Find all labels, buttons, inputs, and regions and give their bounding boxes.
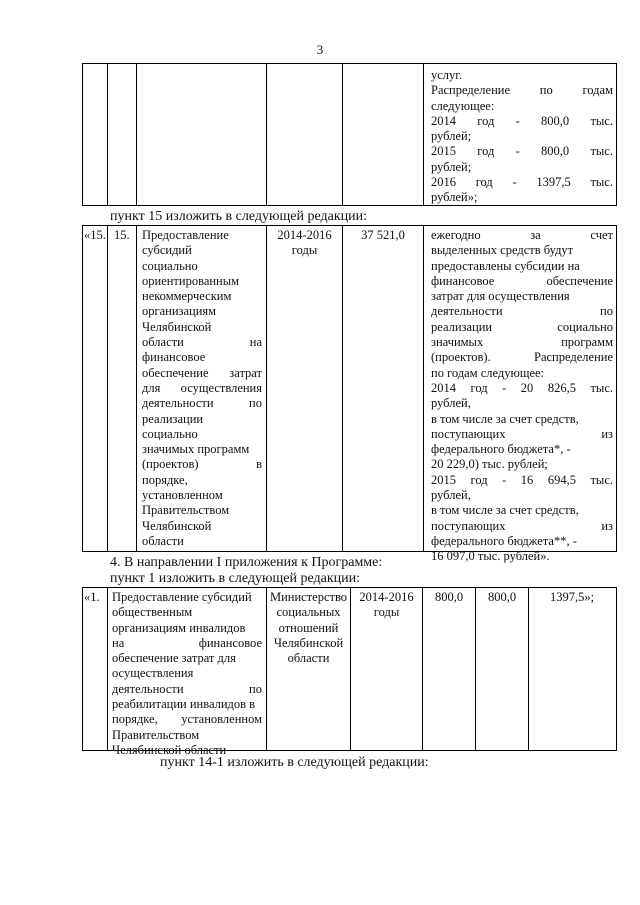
text-line: отношений	[278, 620, 339, 635]
text-line: в том числе за счет средств,	[431, 503, 579, 518]
word: 1397,5	[536, 175, 571, 190]
word: (проектов).	[431, 350, 491, 365]
word: из	[601, 518, 613, 533]
text-line: федерального бюджета*, -	[431, 442, 571, 457]
text-line: 20 229,0) тыс. рублей;	[431, 457, 548, 472]
period-years: 2014-2016	[359, 590, 414, 604]
word: 2015	[431, 144, 456, 159]
text-line: Министерство	[269, 590, 348, 604]
text-line	[431, 320, 613, 335]
text-line	[431, 83, 613, 98]
word: -	[512, 175, 517, 190]
text-line: следующее:	[431, 98, 495, 113]
word: тыс.	[590, 472, 613, 487]
text-line: предоставлены субсидии на	[431, 258, 580, 273]
word: программ	[561, 335, 613, 350]
word: деятельности	[112, 681, 184, 696]
word: осуществления	[180, 380, 262, 395]
word: 800,0	[541, 144, 570, 159]
text-line: значимых программ	[142, 442, 250, 457]
amount-cell: 37 521,0	[361, 228, 405, 242]
word: для	[142, 380, 161, 395]
word: по	[249, 396, 262, 411]
item-number-cell: 15.	[114, 228, 130, 242]
text-line	[431, 473, 613, 488]
text-line: порядке,	[142, 472, 188, 487]
text-line: осуществления	[112, 666, 194, 681]
word: год	[477, 113, 495, 128]
word: год	[470, 380, 488, 395]
text-line	[142, 396, 262, 411]
word: год	[477, 144, 495, 159]
text-line	[431, 228, 613, 243]
continuation-table	[82, 63, 617, 206]
text-line: рублей,	[431, 488, 471, 503]
text-line	[431, 114, 613, 129]
executor-cell	[267, 590, 350, 666]
text-line	[431, 427, 613, 442]
word: тыс.	[590, 175, 613, 190]
text-line: некоммерческим	[142, 289, 232, 304]
point-1-table	[82, 587, 617, 757]
word: Распределение	[431, 83, 510, 98]
text-line: рублей;	[431, 159, 472, 174]
text-line	[142, 366, 262, 381]
word: значимых	[431, 335, 484, 350]
text-line: выделенных средств будут	[431, 243, 574, 258]
page-number: 3	[316, 42, 324, 57]
instruction-point-15: пункт 15 изложить в следующей редакции:	[110, 209, 367, 224]
value-2015-cell: 800,0	[487, 590, 517, 604]
word: области	[142, 335, 184, 350]
word: на	[112, 635, 125, 650]
word: по	[600, 304, 613, 319]
word: за	[530, 228, 541, 242]
word: -	[502, 380, 507, 395]
word: из	[601, 426, 613, 441]
text-line: социальных	[276, 605, 341, 620]
row-number-cell: «1.	[84, 590, 100, 604]
word: -	[515, 144, 520, 159]
text-line: 16 097,0 тыс. рублей».	[431, 549, 550, 564]
word: деятельности	[431, 304, 503, 319]
text-line: субсидий	[142, 243, 192, 258]
text-line	[112, 712, 262, 727]
word: Распределение	[534, 350, 613, 365]
word: -	[515, 113, 520, 128]
word: 2014	[431, 113, 456, 128]
section-4-heading: 4. В направлении I приложения к Программе:	[110, 555, 383, 570]
word: (проектов)	[142, 457, 199, 472]
word: тыс.	[590, 113, 613, 128]
text-line: ориентированным	[142, 273, 240, 288]
text-line: рублей,	[431, 396, 471, 411]
text-line: установленном	[142, 488, 223, 503]
text-line: Правительством	[112, 727, 200, 742]
word: год	[475, 175, 493, 190]
text-line: затрат для осуществления	[431, 289, 570, 304]
word: в	[256, 457, 262, 472]
text-line: общественным	[112, 605, 193, 620]
value-2014-cell: 800,0	[434, 590, 464, 604]
word: по	[249, 681, 262, 696]
word: поступающих	[431, 426, 506, 441]
period-years: 2014-2016	[277, 228, 332, 242]
word: 20	[520, 380, 534, 395]
text-line	[431, 350, 613, 365]
word: 800,0	[541, 113, 570, 128]
text-line: обеспечение затрат для	[112, 651, 236, 666]
instruction-point-1: пункт 1 изложить в следующей редакции:	[110, 571, 360, 586]
word: затрат	[229, 365, 262, 380]
word: обеспечение	[142, 365, 209, 380]
period-label: годы	[291, 243, 318, 258]
word: обеспечение	[546, 273, 613, 288]
text-line	[142, 457, 262, 472]
text-line: Предоставление субсидий	[112, 590, 252, 604]
text-line	[431, 274, 613, 289]
word: 2014	[431, 380, 456, 395]
text-line: области	[142, 533, 184, 548]
text-line: Челябинской	[142, 518, 212, 533]
word: порядке,	[112, 712, 158, 727]
word: 2015	[431, 472, 456, 487]
value-2016-cell: 1397,5»;	[549, 590, 595, 604]
text-line: услуг.	[431, 68, 463, 82]
period-label: годы	[373, 605, 400, 620]
text-line	[431, 519, 613, 534]
word: 16	[520, 472, 534, 487]
word: годам	[582, 83, 613, 98]
row-number-cell: «15.	[84, 228, 106, 242]
text-line: федерального бюджета**, -	[431, 533, 577, 548]
note-cell	[431, 228, 613, 565]
word: 2016	[431, 175, 456, 190]
text-line: Правительством	[142, 503, 230, 518]
text-line: в том числе за счет средств,	[431, 411, 579, 426]
word: установленном	[181, 712, 262, 727]
word: ежегодно	[431, 228, 481, 242]
text-line: рублей»;	[431, 190, 478, 205]
word: -	[502, 472, 507, 487]
text-line	[142, 381, 262, 396]
continuation-note-cell	[431, 68, 613, 206]
word: социально	[557, 319, 613, 334]
word: по	[539, 83, 553, 98]
text-line	[112, 636, 262, 651]
text-line	[431, 335, 613, 350]
text-line: реализации	[142, 411, 204, 426]
text-line: реабилитации инвалидов в	[112, 697, 256, 712]
word: финансовое	[198, 635, 262, 650]
text-line: Челябинской	[273, 635, 344, 650]
instruction-point-14-1: пункт 14-1 изложить в следующей редакции:	[160, 755, 429, 770]
text-line: финансовое	[142, 350, 206, 365]
word: на	[249, 335, 262, 350]
description-cell	[142, 228, 262, 549]
text-line	[431, 304, 613, 319]
word: тыс.	[590, 144, 613, 159]
text-line	[431, 144, 613, 159]
text-line	[112, 682, 262, 697]
text-line: рублей;	[431, 129, 472, 144]
text-line: области	[287, 651, 330, 666]
description-cell	[112, 590, 262, 758]
word: счет	[590, 228, 613, 242]
text-line: организациям инвалидов	[112, 620, 246, 635]
word: 826,5	[547, 380, 576, 395]
text-line: Предоставление	[142, 228, 229, 242]
text-line	[431, 175, 613, 190]
word: поступающих	[431, 518, 506, 533]
word: год	[470, 472, 488, 487]
text-line: организациям	[142, 304, 217, 319]
word: реализации	[431, 319, 493, 334]
text-line: Челябинской области	[112, 742, 227, 757]
word: финансовое	[431, 273, 495, 288]
text-line: по годам следующее:	[431, 365, 545, 380]
word: тыс.	[590, 380, 613, 395]
period-cell	[267, 228, 342, 259]
text-line	[431, 381, 613, 396]
period-cell	[351, 590, 422, 621]
text-line: Челябинской	[142, 319, 212, 334]
word: деятельности	[142, 396, 214, 411]
word: 694,5	[547, 472, 576, 487]
text-line	[142, 335, 262, 350]
text-line: социально	[142, 426, 198, 441]
text-line: социально	[142, 258, 198, 273]
